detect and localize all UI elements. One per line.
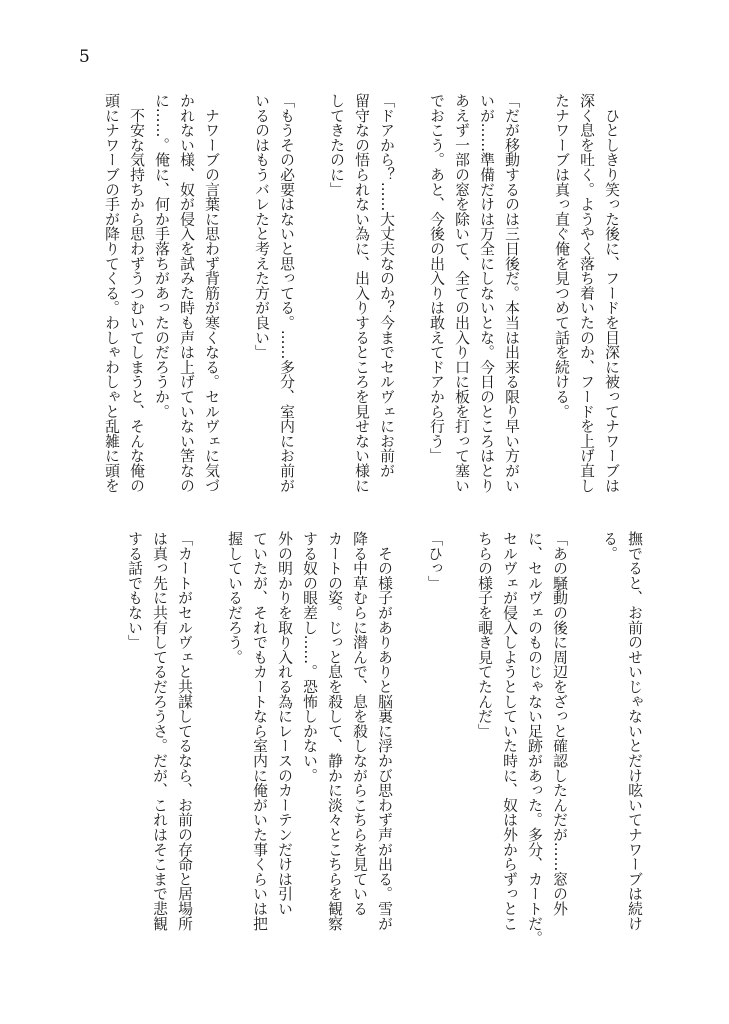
text-line: に……。俺に、何か手落ちがあったのだろうか。 <box>153 93 170 419</box>
text-line: いるのはもうバレたと考えた方が良い」 <box>253 93 270 360</box>
text-line: 「だが移動するのは三日後だ。本当は出来る限り早い方がい <box>503 93 520 493</box>
text-line: あえず一部の窓を除いて、全ての出入り口に板を打って塞い <box>453 93 470 493</box>
text-line: 降る中草むらに潜んで、息を殺しながらこちらを見ている <box>351 531 368 916</box>
blank-line <box>197 531 222 931</box>
text-line: 握しているだろう。 <box>226 531 243 665</box>
text-line: ひとしきり笑った後に、フードを目深に被ってナワーブは <box>603 93 620 493</box>
text-line: いが……準備だけは万全にしないとな。今日のところはとり <box>478 93 495 493</box>
text-line: 留守なの悟られない為に、出入りするところを見せない様に <box>353 93 370 493</box>
text-line: に、セルヴェのものじゃない足跡があった。多分、カートだ。 <box>526 531 543 946</box>
text-line: その様子がありありと脳裏に浮かび思わず声が出る。雪が <box>376 531 393 931</box>
text-line: 「カートがセルヴェと共謀してるなら、お前の存命と居場所 <box>176 531 193 931</box>
text-line: カートの姿。じっと息を殺して、静かに淡々とこちらを観察 <box>326 531 343 931</box>
text-line: する奴の眼差し……。恐怖しかない。 <box>301 531 318 783</box>
text-line: 「あの騒動の後に周辺をざっと確認したんだが……窓の外 <box>551 531 568 916</box>
text-line: 「ひっ」 <box>426 531 443 591</box>
blank-line <box>399 93 424 493</box>
text-line: セルヴェが侵入しようとしていた時に、奴は外からずっとこ <box>501 531 518 931</box>
text-line: する話でもない」 <box>126 531 143 650</box>
text-line: ていたが、それでもカートなら室内に俺がいた事くらいは把 <box>251 531 268 931</box>
blank-line <box>447 531 472 931</box>
text-line: 不安な気持ちから思わずうつむいてしまうと、そんな俺の <box>128 93 145 493</box>
text-line: してきたのに」 <box>328 93 345 197</box>
text-line: 深く息を吐く。ようやく落ち着いたのか、フードを上げ直し <box>578 93 595 493</box>
blank-line <box>224 93 249 493</box>
text-line: ナワーブの言葉に思わず背筋が寒くなる。セルヴェに気づ <box>203 93 220 493</box>
text-line: 頭にナワーブの手が降りてくる。わしゃわしゃと乱雑に頭を <box>103 93 120 493</box>
text-line: 外の明かりを取り入れる為にレースのカーテンだけは引い <box>276 531 293 916</box>
text-line: かれない様、奴が侵入を試みた時も声は上げていない筈なの <box>178 93 195 493</box>
upper-text-block <box>99 93 624 493</box>
text-line: 撫でると、お前のせいじゃないとだけ呟いてナワーブは続け <box>626 531 643 931</box>
blank-line <box>397 531 422 931</box>
lower-text-block <box>122 531 647 946</box>
text-line: たナワーブは真っ直ぐ俺を見つめて話を続ける。 <box>553 93 570 419</box>
text-line: 「もうその必要はないと思ってる。……多分、室内にお前が <box>278 93 295 493</box>
text-line: ちらの様子を覗き見てたんだ」 <box>476 531 493 739</box>
blank-line <box>572 531 597 931</box>
text-line: は真っ先に共有してるだろうさ。だが、これはそこまで悲観 <box>151 531 168 931</box>
text-line: でおこう。あと、今後の出入りは敢えてドアから行う」 <box>428 93 445 463</box>
text-line: る。 <box>601 531 618 561</box>
page-number: 5 <box>79 47 90 67</box>
blank-line <box>299 93 324 493</box>
blank-line <box>524 93 549 493</box>
text-line: 「ドアから？……大丈夫なのか？今までセルヴェにお前が <box>378 93 395 478</box>
